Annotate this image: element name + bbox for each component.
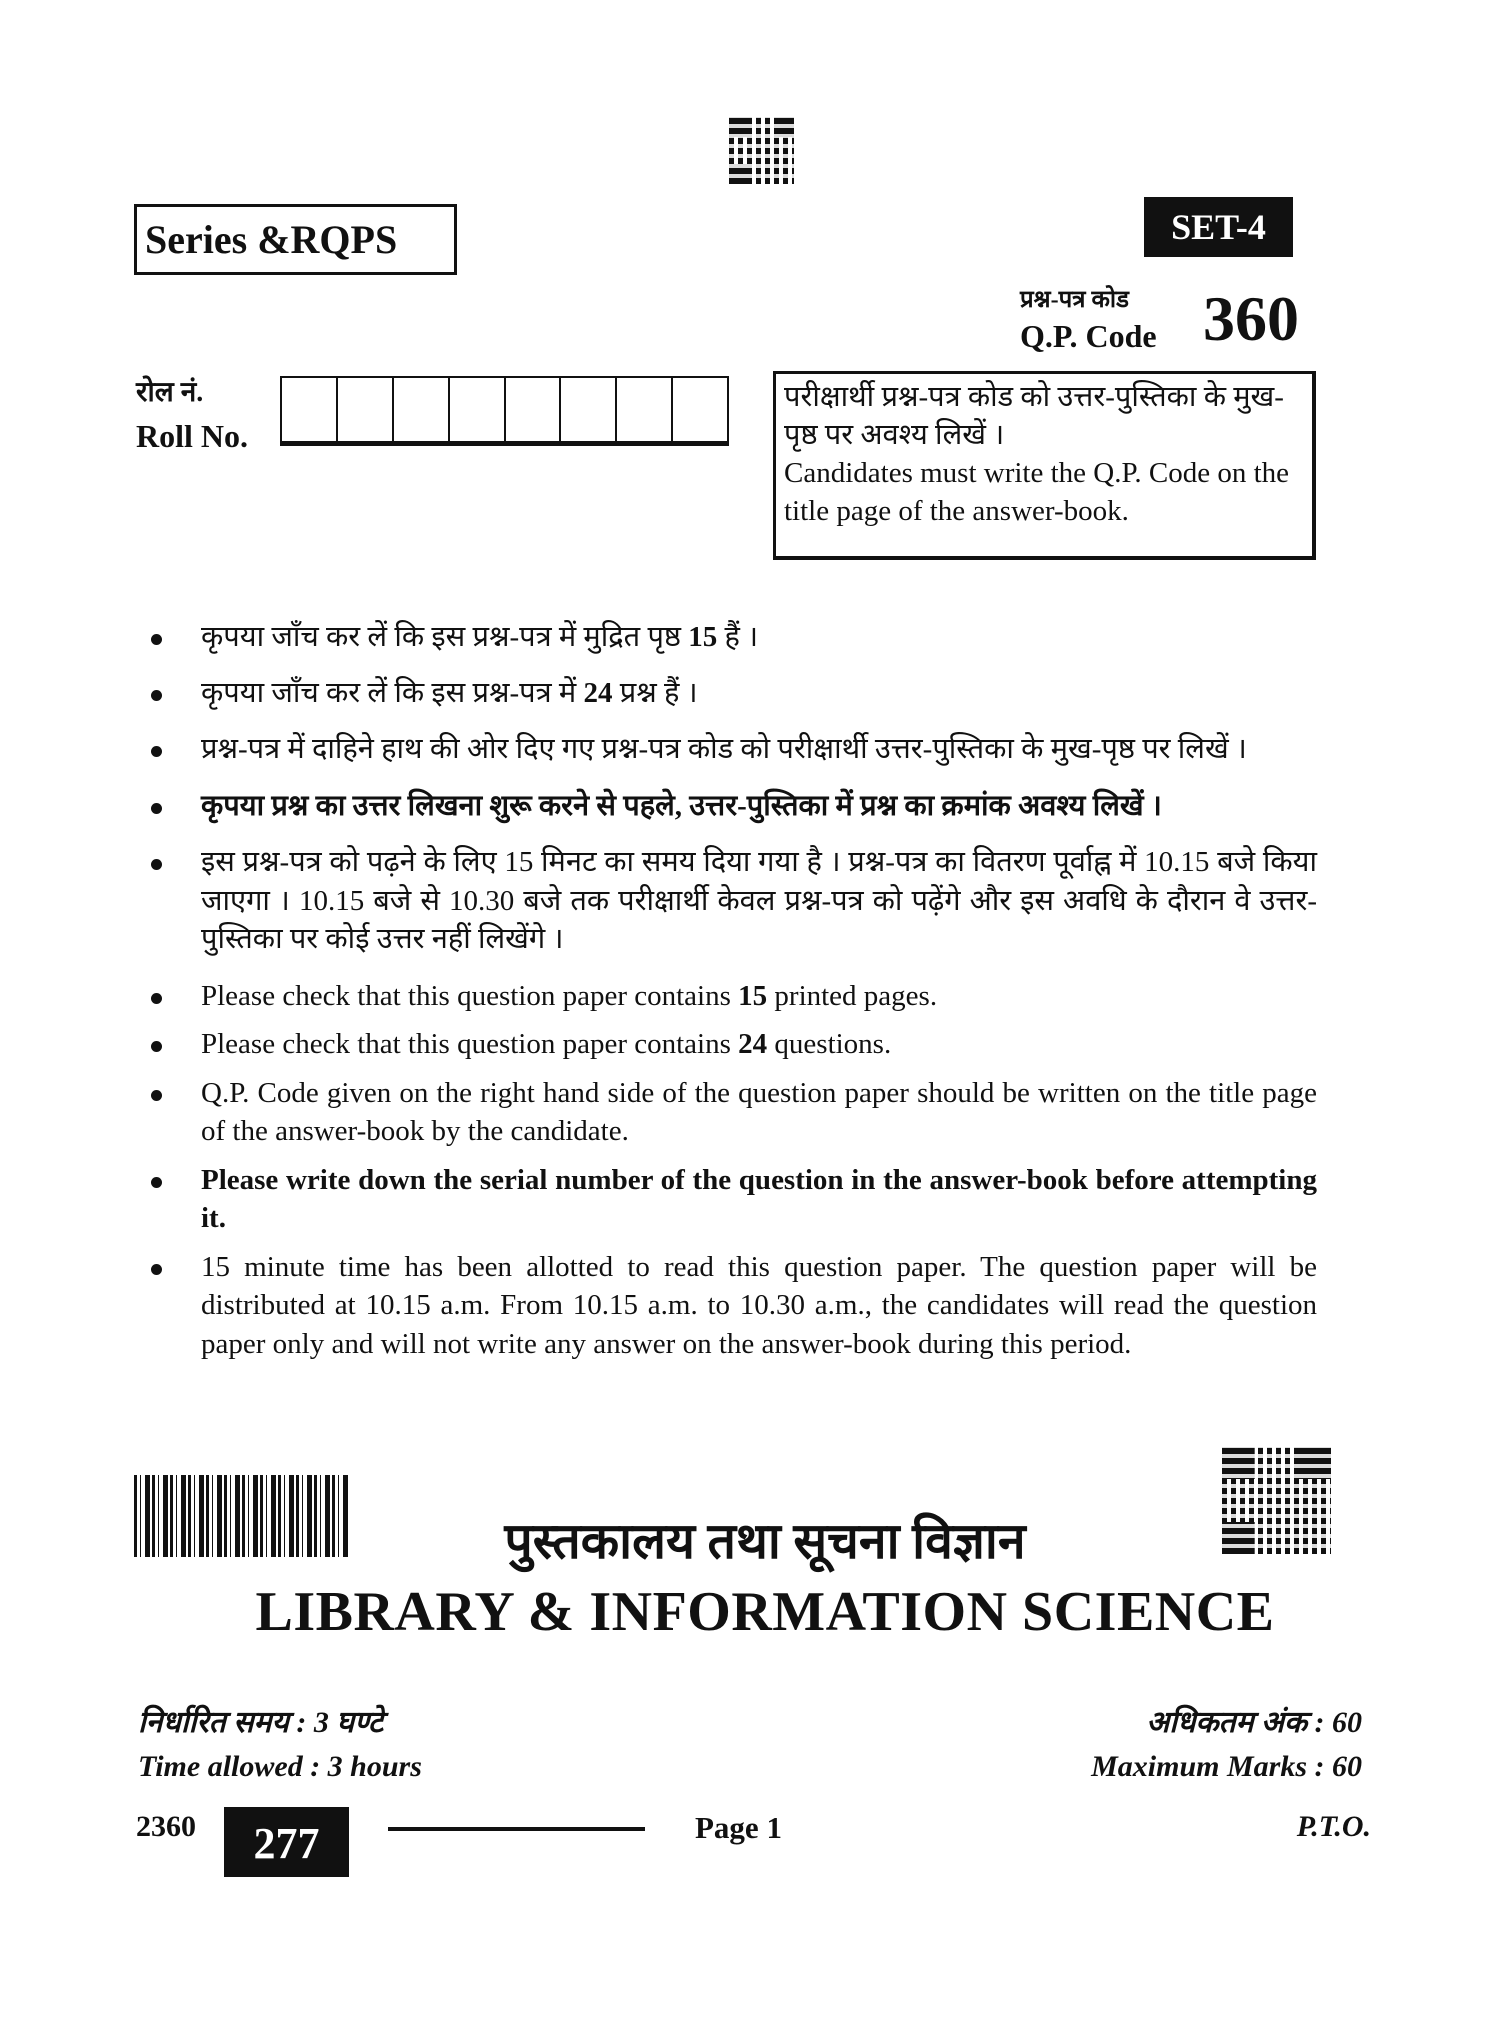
instruction-text: 15 minute time has been allotted to read this question paper. The question paper will be distributed at 10.15 a.m. From 10.15 a.m. to 10.30 a.m., the candidates will read the question paper only and will not write any answer on the answer-book during this period. xyxy=(201,1250,1317,1360)
max-marks: Maximum Marks : 60 xyxy=(1091,1750,1362,1783)
instruction-item xyxy=(145,1074,1317,1151)
instruction-item xyxy=(145,787,1317,826)
notice-en: Candidates must write the Q.P. Code on the title page of the answer-book. xyxy=(784,457,1290,527)
roll-label-hi: रोल नं. xyxy=(136,377,204,408)
set-badge: SET-4 xyxy=(1144,197,1293,257)
roll-digit-box[interactable] xyxy=(506,378,562,441)
instruction-item xyxy=(145,1025,1317,1064)
instruction-item xyxy=(145,977,1317,1016)
instruction-item xyxy=(145,618,1317,657)
roll-label: Roll No. xyxy=(136,418,248,454)
instruction-emphasis: 24 xyxy=(738,1028,768,1060)
pto-label: P.T.O. xyxy=(1296,1810,1371,1843)
qp-code-label: Q.P. Code xyxy=(1020,318,1157,354)
barcode xyxy=(134,1475,348,1557)
roll-digit-box[interactable] xyxy=(673,378,727,441)
max-marks-hi: अधिकतम अंक : 60 xyxy=(1146,1706,1362,1739)
instruction-item xyxy=(145,674,1317,713)
instruction-text: इस प्रश्न-पत्र को पढ़ने के लिए 15 मिनट का समय दिया गया है । प्रश्न-पत्र का वितरण पूर्वाह्न में 10.15 बजे किया जाएगा । 10.15 बजे से 10.30 बजे तक परीक्षार्थी केवल प्रश्न-पत्र को पढ़ेंगे और इस अवधि के दौरान वे उत्तर-पुस्तिका पर कोई उत्तर नहीं लिखेंगे । xyxy=(201,846,1317,955)
instruction-item xyxy=(145,730,1317,769)
instruction-text: Please check that this question paper contains xyxy=(201,979,739,1012)
qp-code-label-hi: प्रश्न-पत्र कोड xyxy=(1020,287,1129,313)
instructions-list xyxy=(145,618,1317,1363)
qr-code-bottom xyxy=(1222,1447,1331,1554)
instruction-text: Q.P. Code given on the right hand side of the question paper should be written on the title page of the answer-book by the candidate. xyxy=(201,1076,1317,1147)
series-box: Series &RQPS xyxy=(134,204,457,275)
time-allowed: Time allowed : 3 hours xyxy=(138,1750,422,1783)
qr-code-top xyxy=(729,117,794,184)
roll-digit-box[interactable] xyxy=(561,378,617,441)
instruction-emphasis: कृपया प्रश्न का उत्तर लिखना शुरू करने से पहले, उत्तर-पुस्तिका में प्रश्न का क्रमांक अवश्य लिखें । xyxy=(201,789,1162,822)
roll-number-boxes[interactable] xyxy=(280,376,729,446)
qp-code-notice-box xyxy=(773,371,1316,560)
time-allowed-hi: निर्धारित समय : 3 घण्टे xyxy=(138,1706,384,1739)
instruction-text: printed pages. xyxy=(767,979,938,1012)
page-number: Page 1 xyxy=(695,1810,782,1845)
instruction-text: questions. xyxy=(767,1028,892,1060)
divider-line xyxy=(388,1827,645,1831)
instruction-text: कृपया जाँच कर लें कि इस प्रश्न-पत्र में मुद्रित पृष्ठ xyxy=(201,621,689,653)
instruction-text: प्रश्न-पत्र में दाहिने हाथ की ओर दिए गए प्रश्न-पत्र कोड को परीक्षार्थी उत्तर-पुस्तिका के मुख-पृष्ठ पर लिखें । xyxy=(201,733,1247,765)
qp-code-value: 360 xyxy=(1203,283,1299,354)
roll-digit-box[interactable] xyxy=(282,378,338,441)
roll-digit-box[interactable] xyxy=(617,378,673,441)
instruction-item xyxy=(145,1248,1317,1364)
roll-digit-box[interactable] xyxy=(450,378,506,441)
paper-code: 2360 xyxy=(136,1810,196,1843)
instruction-text: Please check that this question paper contains xyxy=(201,1028,739,1060)
instruction-item xyxy=(145,843,1317,959)
instruction-text: कृपया जाँच कर लें कि इस प्रश्न-पत्र में xyxy=(201,676,584,709)
notice-hi: परीक्षार्थी प्रश्न-पत्र कोड को उत्तर-पुस्तिका के मुख-पृष्ठ पर अवश्य लिखें । xyxy=(784,381,1284,451)
subject-title-hi: पुस्तकालय तथा सूचना विज्ञान xyxy=(504,1513,1026,1569)
instruction-emphasis: 15 xyxy=(688,621,718,653)
instruction-emphasis: 15 xyxy=(738,979,768,1012)
instruction-item xyxy=(145,1161,1317,1238)
roll-digit-box[interactable] xyxy=(394,378,450,441)
instruction-text: हैं । xyxy=(717,621,759,653)
roll-digit-box[interactable] xyxy=(338,378,394,441)
subject-title: LIBRARY & INFORMATION SCIENCE xyxy=(255,1581,1275,1643)
instruction-emphasis: Please write down the serial number of the question in the answer-book before attempting it. xyxy=(201,1163,1317,1234)
instruction-text: प्रश्न हैं । xyxy=(612,676,698,709)
instruction-emphasis: 24 xyxy=(583,676,613,709)
paper-number-badge: 277 xyxy=(224,1807,349,1877)
